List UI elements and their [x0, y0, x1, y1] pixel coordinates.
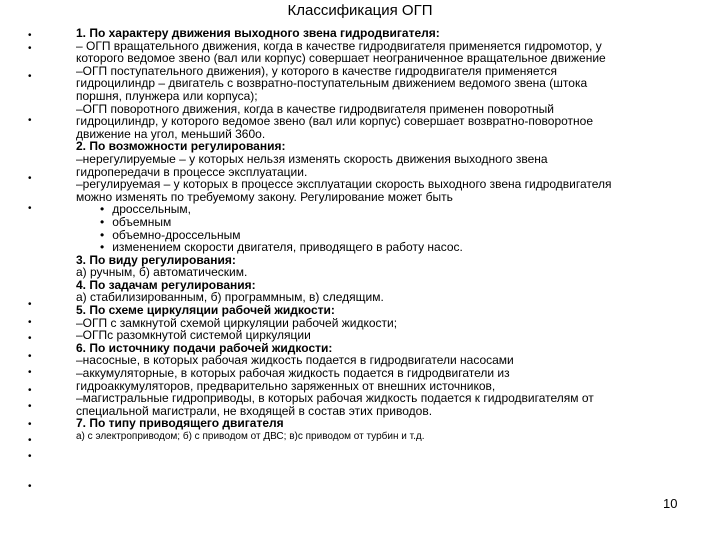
body-line: –аккумуляторные, в которых рабочая жидкость подается в гидродвигатели из — [76, 366, 510, 381]
bullet-icon: • — [28, 481, 32, 492]
body-line: гидроаккумуляторов, предварительно заряженных от внешних источников, — [76, 378, 496, 393]
body-line: –ОГП поворотного движения, когда в качестве гидродвигателя применен поворотный — [76, 101, 554, 116]
bullet-icon: • — [28, 401, 32, 412]
bullet-icon: • — [28, 30, 32, 41]
sub-bullet-item: • объемно-дроссельным — [76, 229, 708, 242]
body-line: а) ручным, б) автоматическим. — [76, 265, 248, 280]
page-number: 10 — [663, 496, 678, 511]
section-heading: 2. По возможности регулирования: — [76, 139, 286, 154]
body-line: гидропередачи в процессе эксплуатации. — [76, 164, 308, 179]
section-heading: 1. По характеру движения выходного звена гидродвигателя: — [76, 26, 440, 40]
body-line: –нерегулируемые – у которых нельзя изменять скорость движения выходного звена — [76, 151, 548, 166]
body-line: можно изменять по требуемому закону. Регулирование может быть — [76, 189, 453, 204]
sub-bullet-item: • изменением скорости двигателя, приводящего в работу насос. — [76, 241, 708, 254]
body-line: поршня, плунжера или корпуса); — [76, 88, 258, 103]
section-heading: 4. По задачам регулирования: — [76, 277, 256, 292]
section-heading: 3. По виду регулирования: — [76, 252, 236, 267]
bullet-column — [28, 0, 40, 540]
bullet-icon: • — [28, 173, 32, 184]
bullet-icon: • — [28, 203, 32, 214]
sub-bullet-item: • дроссельным, — [76, 203, 708, 216]
body-line: а) стабилизированным, б) программным, в) следящим. — [76, 290, 384, 305]
body-line: которого ведомое звено (вал или корпус) совершает неограниченное вращательное движение — [76, 51, 606, 66]
body-line: –регулируемая – у которых в процессе эксплуатации скорость выходного звена гидродвигателя — [76, 177, 612, 192]
slide-body — [76, 27, 708, 443]
bullet-icon: • — [28, 71, 32, 82]
bullet-icon: • — [28, 299, 32, 310]
bullet-icon: • — [28, 43, 32, 54]
bullet-icon: • — [28, 351, 32, 362]
section-heading: 5. По схеме циркуляции рабочей жидкости: — [76, 303, 335, 318]
body-line: специальной магистрали, не входящей в состав этих приводов. — [76, 403, 433, 418]
bullet-icon: • — [28, 419, 32, 430]
body-line: –насосные, в которых рабочая жидкость подается в гидродвигатели насосами — [76, 353, 514, 368]
slide-title: Классификация ОГП — [287, 2, 433, 19]
bullet-icon: • — [28, 115, 32, 126]
section-heading: 7. По типу приводящего двигателя — [76, 416, 284, 431]
bullet-icon: • — [28, 317, 32, 328]
bullet-icon: • — [28, 451, 32, 462]
bullet-icon: • — [28, 367, 32, 378]
body-line: движение на угол, меньший 360о. — [76, 126, 266, 141]
bullet-icon: • — [28, 435, 32, 446]
body-line: гидроцилиндр – двигатель с возвратно-поступательным движением ведомого звена (штока — [76, 76, 588, 91]
bullet-icon: • — [28, 385, 32, 396]
body-line: –ОГП поступательного движения), у которого в качестве гидродвигателя применяется — [76, 63, 557, 78]
body-line: –магистральные гидроприводы, в которых рабочая жидкость подается к гидродвигателям от — [76, 391, 594, 406]
body-line: –ОГПс разомкнутой системой циркуляции — [76, 328, 311, 343]
bullet-icon: • — [28, 333, 32, 344]
body-line: –ОГП с замкнутой схемой циркуляции рабочей жидкости; — [76, 315, 398, 330]
sub-bullet-item: • объемным — [76, 216, 708, 229]
body-line: гидроцилиндр, у которого ведомое звено (вал или корпус) совершает возвратно-поворотное — [76, 114, 594, 129]
section-heading: 6. По источнику подачи рабочей жидкости: — [76, 340, 333, 355]
body-line: – ОГП вращательного движения, когда в качестве гидродвигателя применяется гидромотор, у — [76, 38, 602, 53]
body-line: а) с электроприводом; б) с приводом от ДВС; в)с приводом от турбин и т.д. — [76, 431, 425, 442]
